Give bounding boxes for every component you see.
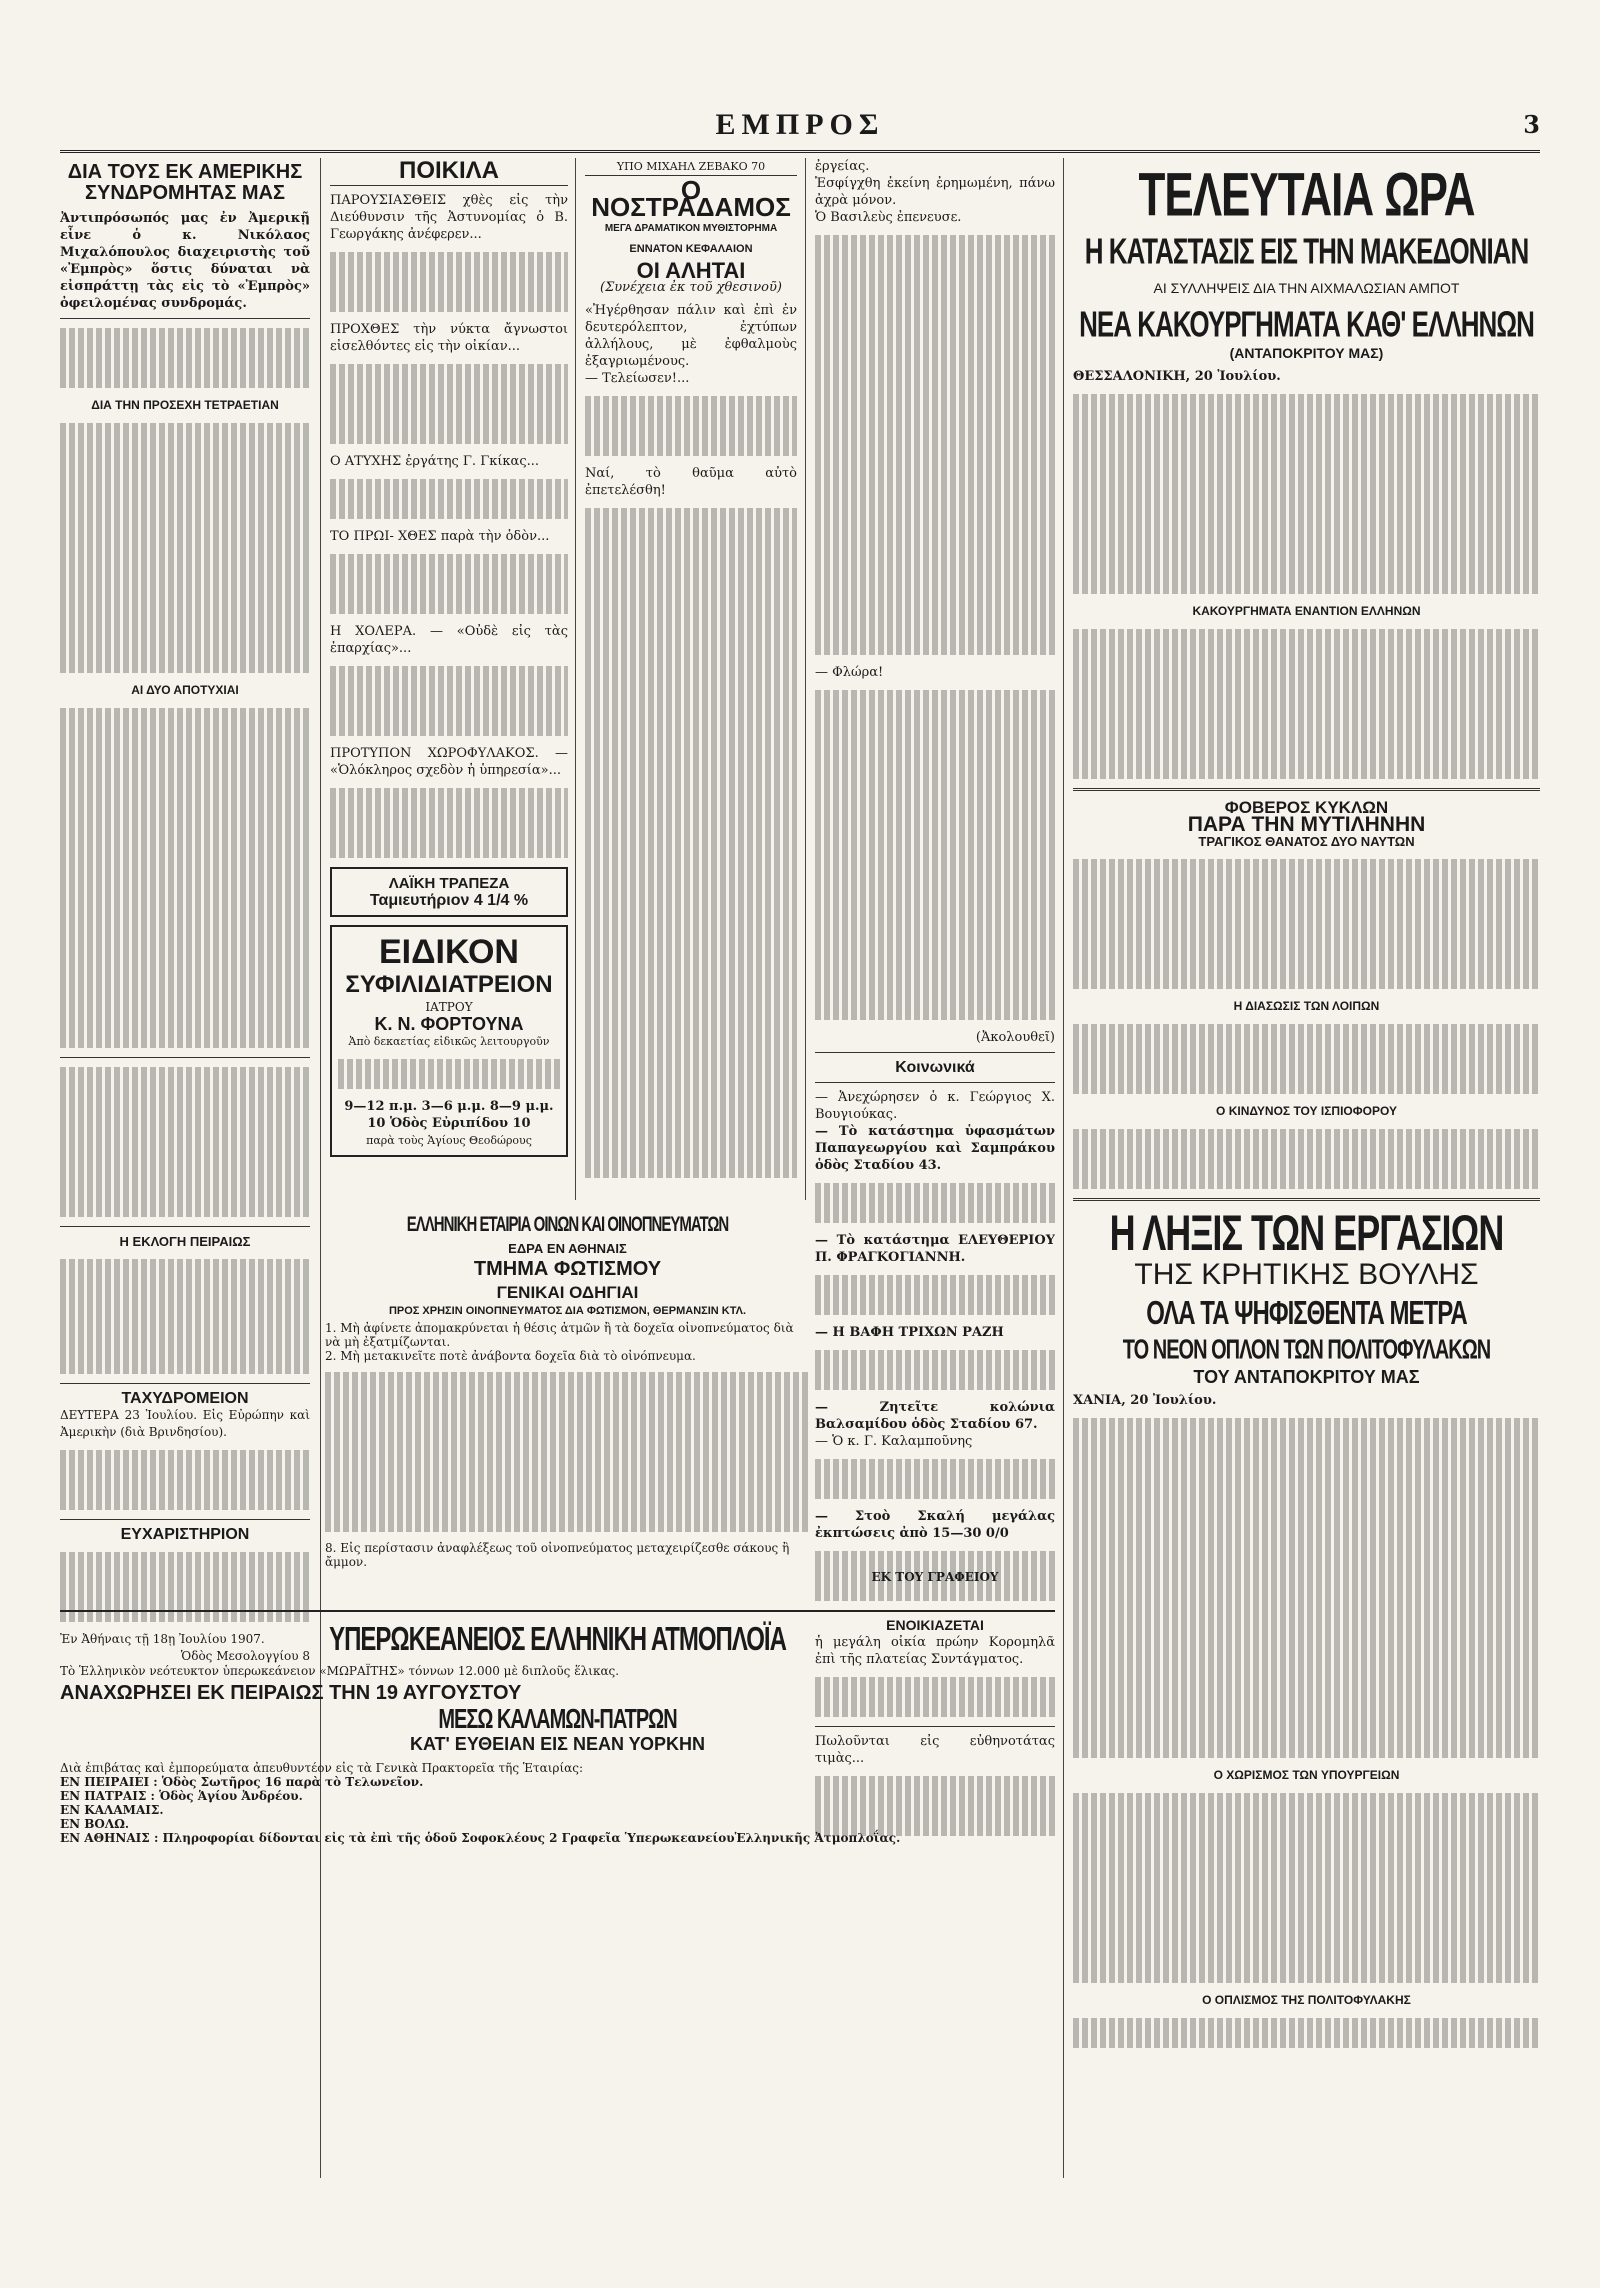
rent-ad-title: ΕΝΟΙΚΙΑΖΕΤΑΙ xyxy=(886,1617,984,1633)
masthead xyxy=(60,108,1540,153)
page-number: 3 xyxy=(1523,110,1540,139)
serial-p2: — Τελείωσεν!... xyxy=(585,371,690,386)
column-rule xyxy=(805,158,806,1200)
headline-macedonia: Η ΚΑΤΑΣΤΑΣΙΣ ΕΙΣ ΤΗΝ ΜΑΚΕΔΟΝΙΑΝ xyxy=(1084,230,1529,272)
thanks-address: Ὁδὸς Μεσολογγίου 8 xyxy=(180,1649,310,1663)
headline-america: ΔΙΑ ΤΟΥΣ ΕΚ ΑΜΕΡΙΚΗΣ xyxy=(67,161,303,183)
serial-cont-p1: Ἐσφίγχθη ἐκείνη ἐρημωμένη, πάνω ἀχρὰ μόνον. xyxy=(815,176,1055,208)
dateline-thessaloniki: ΘΕΣΣΑΛΟΝΙΚΗ, 20 Ἰουλίου. xyxy=(1073,369,1281,384)
social-5: — Ζητεῖτε κολώνια Βαλσαμίδου ὁδὸς Σταδίου 67. xyxy=(815,1400,1055,1432)
serial-cont-p2: Ὁ Βασιλεὺς ἐπενευσε. xyxy=(815,210,962,225)
serial-subtitle: ΜΕΓΑ ΔΡΑΜΑΤΙΚΟΝ ΜΥΘΙΣΤΟΡΗΜΑ xyxy=(604,223,778,234)
item-2: ΠΡΟΧΘΕΣ τὴν νύκτα ἄγνωστοι εἰσελθόντες εἰς τὴν οἰκίαν... xyxy=(330,322,568,354)
rent-ad-text: ἡ μεγάλη οἰκία πρώην Κορομηλᾶ ἐπὶ τῆς πλατείας Συντάγματος. xyxy=(815,1635,1055,1667)
serial-byline: ΥΠΟ ΜΙΧΑΗΛ ΖΕΒΑΚΟ 70 xyxy=(585,158,797,176)
subhead-tetraetia: ΔΙΑ ΤΗΝ ΠΡΟΣΕΧΗ ΤΕΤΡΑΕΤΙΑΝ xyxy=(91,398,279,412)
column-rule xyxy=(575,158,576,1200)
serial-p3: Ναί, τὸ θαῦμα αὐτὸ ἐπετελέσθη! xyxy=(585,466,797,498)
thanks-date: Ἐν Ἀθήναις τῇ 18ῃ Ἰουλίου 1907. xyxy=(60,1632,265,1646)
notice-representative: Ἀντιπρόσωπός μας ἐν Ἀμερικῇ εἶνε ὁ κ. Νικόλαος Μιχαλόπουλος διαχειριστὴς τοῦ «Ἐμπρὸς» ὅστις δύναται νὰ εἰσπράττῃ τὰς εἰς τὸ «Ἐμπρὸς» ὀφειλομένας συνδρομάς. xyxy=(60,211,310,311)
social-3: — Τὸ κατάστημα ΕΛΕΥΘΕΡΙΟΥ Π. ΦΡΑΓΚΟΓΙΑΝΝΗ. xyxy=(815,1233,1055,1265)
headline-subscribers: ΣΥΝΔΡΟΜΗΤΑΣ ΜΑΣ xyxy=(85,182,285,204)
item-4: ΤΟ ΠΡΩΙ- ΧΘΕΣ παρὰ τὴν ὁδὸν... xyxy=(330,529,550,544)
subhead-thanks: ΕΥΧΑΡΙΣΤΗΡΙΟΝ xyxy=(120,1526,250,1543)
headline-social: Κοινωνικά xyxy=(895,1059,975,1076)
wine-company-notice: ΕΛΛΗΝΙΚΗ ΕΤΑΙΡΙΑ ΟΙΝΩΝ ΚΑΙ ΟΙΝΟΠΝΕΥΜΑΤΩΝ ΕΔΡΑ ΕΝ ΑΘΗΝΑΙΣ ΤΜΗΜΑ ΦΩΤΙΣΜΟΥ ΓΕΝΙΚΑΙ ΟΔΗΓΙΑΙ ΠΡΟΣ ΧΡΗΣΙΝ ΟΙΝΟΠΝΕΥΜΑΤΟΣ ΔΙΑ ΦΩΤΙΣΜΟΝ, ΘΕΡΜΑΝΣΙΝ ΚΤΛ. 1. Μὴ ἀφίνετε ἀπομακρύνεται ἡ θέσις ἀτμῶν ἢ τὰ δοχεῖα οἰνοπνεύματος διὰ νὰ μὴ ἐξατμίζωνται. 2. Μὴ μετακινεῖτε ποτὲ ἀνάβοντα δοχεῖα διὰ τὸ οἰνόπνευμα. 8. Εἰς περίστασιν ἀναφλέξεως τοῦ οἰνοπνεύματος μεταχειρίζεσθε σάκους ἢ ἄμμον. xyxy=(325,1210,810,1600)
serial-cont-p3: — Φλώρα! xyxy=(815,665,884,680)
item-5: Η ΧΟΛΕΡΑ. — «Οὐδὲ εἰς τὰς ἐπαρχίας»... xyxy=(330,624,568,656)
wine-company-title: ΕΛΛΗΝΙΚΗ ΕΤΑΙΡΙΑ ΟΙΝΩΝ ΚΑΙ ΟΙΝΟΠΝΕΥΜΑΤΩΝ xyxy=(406,1212,729,1237)
serial-chapter-title: ΟΙ ΑΛΗΤΑΙ xyxy=(636,258,746,283)
social-2: — Τὸ κατάστημα ὑφασμάτων Παπαγεωργίου καὶ Σαμπράκου ὁδὸς Σταδίου 43. xyxy=(815,1124,1055,1173)
column-right: ΤΕΛΕΥΤΑΙΑ ΩΡΑ Η ΚΑΤΑΣΤΑΣΙΣ ΕΙΣ ΤΗΝ ΜΑΚΕΔΟΝΙΑΝ ΑΙ ΣΥΛΛΗΨΕΙΣ ΔΙΑ ΤΗΝ ΑΙΧΜΑΛΩΣΙΑΝ ΑΜΠΟΤ ΝΕΑ ΚΑΚΟΥΡΓΗΜΑΤΑ ΚΑΘ' ΕΛΛΗΝΩΝ (ΑΝΤΑΠΟΚΡΙΤΟΥ ΜΑΣ) ΘΕΣΣΑΛΟΝΙΚΗ, 20 Ἰουλίου. ΚΑΚΟΥΡΓΗΜΑΤΑ ΕΝΑΝΤΙΟΝ ΕΛΛΗΝΩΝ ΦΟΒΕΡΟΣ ΚΥΚΛΩΝ ΠΑΡΑ ΤΗΝ ΜΥΤΙΛΗΝΗΝ ΤΡΑΓΙΚΟΣ ΘΑΝΑΤΟΣ ΔΥΟ ΝΑΥΤΩΝ Η ΔΙΑΣΩΣΙΣ ΤΩΝ ΛΟΙΠΩΝ Ο ΚΙΝΔΥΝΟΣ ΤΟΥ ΙΣΠΙΟΦΟΡΟΥ Η ΛΗΞΙΣ ΤΩΝ ΕΡΓΑΣΙΩΝ ΤΗΣ ΚΡΗΤΙΚΗΣ ΒΟΥΛΗΣ ΟΛΑ ΤΑ ΨΗΦΙΣΘΕΝΤΑ ΜΕΤΡΑ ΤΟ ΝΕΟΝ ΟΠΛΟΝ ΤΩΝ ΠΟΛΙΤΟΦΥΛΑΚΩΝ ΤΟΥ ΑΝΤΑΠΟΚΡΙΤΟΥ ΜΑΣ ΧΑΝΙΑ, 20 Ἰουλίου. Ο ΧΩΡΙΣΜΟΣ ΤΩΝ ΥΠΟΥΡΓΕΙΩΝ Ο ΟΠΛΙΣΜΟΣ ΤΗΣ ΠΟΛΙΤΟΦΥΛΑΚΗΣ xyxy=(1073,158,1540,2168)
item-3: Ο ΑΤΥΧΗΣ ἐργάτης Γ. Γκίκας... xyxy=(330,454,540,469)
serial-p1: «Ἠγέρθησαν πάλιν καὶ ἐπὶ ἐν δευτερόλεπτον, ἐχτύπων ἀλλήλους, μὲ ἐφθαλμοὺς ἐξαγριωμένους. xyxy=(585,303,797,369)
social-7: — Στοὸ Σκαλή μεγάλας ἐκπτώσεις ἀπὸ 15—30 0/0 xyxy=(815,1509,1055,1541)
headline-last-hour: ΤΕΛΕΥΤΑΙΑ ΩΡΑ xyxy=(1138,161,1475,230)
headline-cretan-parliament: Η ΛΗΞΙΣ ΤΩΝ ΕΡΓΑΣΙΩΝ xyxy=(1109,1203,1504,1261)
bank-ad: ΛΑΪΚΗ ΤΡΑΠΕΖΑ Ταμιευτήριον 4 1/4 % xyxy=(330,867,568,917)
headline-nostradamus: Ο ΝΟΣΤΡΑΔΑΜΟΣ xyxy=(591,175,791,222)
post-text: ΔΕΥΤΕΡΑ 23 Ἰουλίου. Εἰς Εὐρώπην καὶ Ἀμερικὴν (διὰ Βρινδησίου). xyxy=(60,1408,310,1439)
item-1: ΠΑΡΟΥΣΙΑΣΘΕΙΣ χθὲς εἰς τὴν Διεύθυνσιν τῆς Ἀστυνομίας ὁ Β. Γεωργάκης ἀνέφερεν... xyxy=(330,193,568,242)
serial-cont-top: ἐργείας. xyxy=(815,159,870,174)
column-rule xyxy=(320,158,321,2178)
dateline-chania: ΧΑΝΙΑ, 20 Ἰουλίου. xyxy=(1073,1393,1217,1408)
item-6: ΠΡΟΤΥΠΟΝ ΧΩΡΟΦΥΛΑΚΟΣ. — «Ὁλόκληρος σχεδὸν ἡ ὑπηρεσία»... xyxy=(330,746,568,778)
column-rule xyxy=(1063,158,1064,2178)
column-3 xyxy=(585,158,797,1193)
subhead-piraeus-election: Η ΕΚΛΟΓΗ ΠΕΙΡΑΙΩΣ xyxy=(119,1234,251,1249)
subhead-two-failures: ΑΙ ΔΥΟ ΑΠΟΤΥΧΙΑΙ xyxy=(131,683,239,697)
headline-new-crimes: ΝΕΑ ΚΑΚΟΥΡΓΗΜΑΤΑ ΚΑΘ' ΕΛΛΗΝΩΝ xyxy=(1079,303,1534,345)
serial-continued: (Συνέχεια ἐκ τοῦ χθεσινοῦ) xyxy=(600,280,782,295)
newspaper-title: ΕΜΠΡΟΣ xyxy=(715,108,885,141)
serial-chapter: ΕΝΝΑΤΟΝ ΚΕΦΑΛΑΙΟΝ xyxy=(629,243,753,255)
headline-cyclone: ΦΟΒΕΡΟΣ ΚΥΚΛΩΝ xyxy=(1224,798,1389,817)
clinic-ad: ΕΙΔΙΚΟΝ ΣΥΦΙΛΙΔΙΑΤΡΕΙΟΝ ΙΑΤΡΟΥ Κ. Ν. ΦΟΡΤΟΥΝΑ Ἀπὸ δεκαετίας εἰδικῶς λειτουργοῦν 9—12 π.μ. 3—6 μ.μ. 8—9 μ.μ. 10 Ὁδὸς Εὐριπίδου 10 παρὰ τοὺς Ἁγίους Θεοδώρους xyxy=(330,925,568,1157)
subhead-post-office: ΤΑΧΥΔΡΟΜΕΙΟΝ xyxy=(121,1390,249,1407)
social-1: — Ἀνεχώρησεν ὁ κ. Γεώργιος Χ. Βουγιούκας. xyxy=(815,1090,1055,1122)
shipping-ad: ΥΠΕΡΩΚΕΑΝΕΙΟΣ ΕΛΛΗΝΙΚΗ ΑΤΜΟΠΛΟΪΑ Τὸ Ἑλληνικὸν νεότευκτον ὑπερωκεάνειον «ΜΩΡΑΪΤΗΣ» τόννων 12.000 μὲ διπλοῦς ἕλικας. ΑΝΑΧΩΡΗΣΕΙ ΕΚ ΠΕΙΡΑΙΩΣ ΤΗΝ 19 ΑΥΓΟΥΣΤΟΥ ΜΕΣΩ ΚΑΛΑΜΩΝ-ΠΑΤΡΩΝ ΚΑΤ' ΕΥΘΕΙΑΝ ΕΙΣ ΝΕΑΝ ΥΟΡΚΗΝ Διὰ ἐπιβάτας καὶ ἐμπορεύματα ἀπευθυντέον εἰς τὰ Γενικὰ Πρακτορεῖα τῆς Ἑταιρίας: ΕΝ ΠΕΙΡΑΙΕΙ : Ὁδὸς Σωτῆρος 16 παρὰ τὸ Τελωνεῖον. ΕΝ ΠΑΤΡΑΙΣ : Ὁδὸς Ἁγίου Ἀνδρέου. ΕΝ ΚΑΛΑΜΑΙΣ. ΕΝ ΒΟΛΩ. ΕΝ ΑΘΗΝΑΙΣ : Πληροφορίαι δίδονται εἰς τὰ ἐπὶ τῆς ὁδοῦ Σοφοκλέους 2 Γραφεῖα ὙπερωκεανείουἙλληνικῆς Ἀτμοπλοΐας. xyxy=(60,1610,1055,1872)
sale-ad: Πωλοῦνται εἰς εὐθηνοτάτας τιμὰς... xyxy=(815,1734,1055,1766)
social-6: — Ὁ κ. Γ. Καλαμποῦνης xyxy=(815,1434,973,1449)
social-4: — Η ΒΑΦΗ ΤΡΙΧΩΝ ΡΑΖΗ xyxy=(815,1325,1004,1340)
shipping-title: ΥΠΕΡΩΚΕΑΝΕΙΟΣ ΕΛΛΗΝΙΚΗ ΑΤΜΟΠΛΟΪΑ xyxy=(329,1620,786,1659)
column-2 xyxy=(330,158,568,1193)
headline-poikila: ΠΟΙΚΙΛΑ xyxy=(398,158,499,184)
office-signature: ΕΚ ΤΟΥ ΓΡΑΦΕΙΟΥ xyxy=(871,1570,999,1584)
serial-to-be-continued: (Ἀκολουθεῖ) xyxy=(975,1030,1055,1045)
